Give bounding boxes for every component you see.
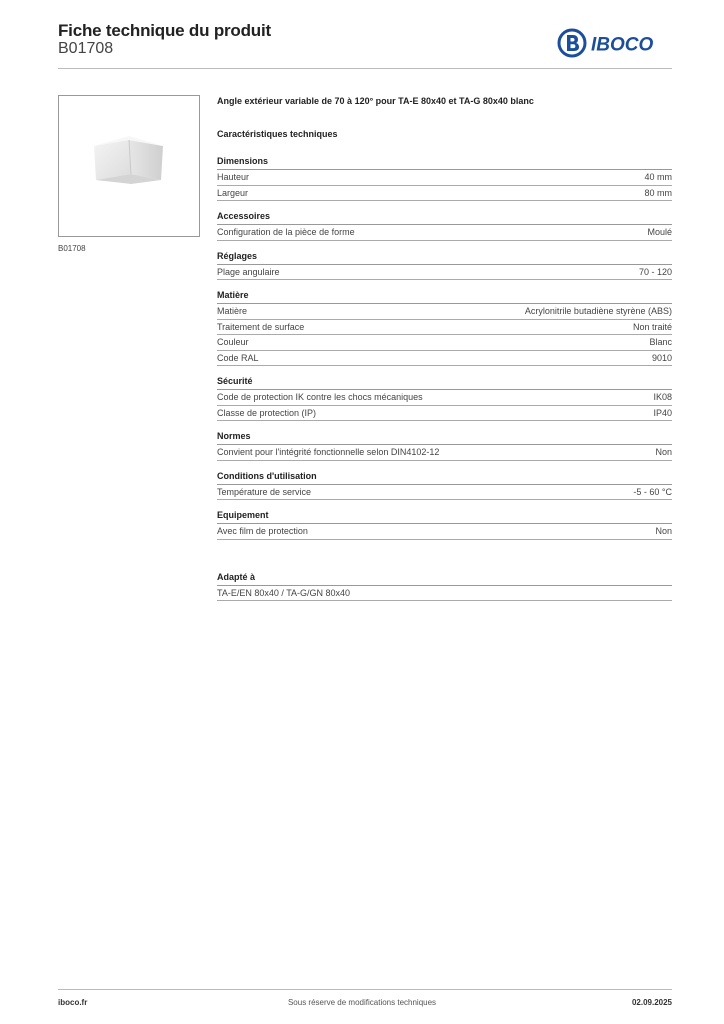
spec-section xyxy=(217,376,672,421)
spec-row xyxy=(217,170,672,186)
spec-label: Convient pour l'intégrité fonctionnelle selon DIN4102-12 xyxy=(217,447,440,457)
spec-value: Non xyxy=(655,526,672,536)
product-description: Angle extérieur variable de 70 à 120° pour TA-E 80x40 et TA-G 80x40 blanc xyxy=(217,96,534,106)
spec-section xyxy=(217,156,672,201)
section-title: Matière xyxy=(217,290,672,304)
spec-sections xyxy=(217,156,672,540)
spec-label: Couleur xyxy=(217,337,249,347)
spec-section xyxy=(217,471,672,501)
spec-row xyxy=(217,186,672,202)
spec-section xyxy=(217,431,672,461)
spec-value: 9010 xyxy=(651,352,672,363)
spec-row xyxy=(217,351,672,367)
spec-value: 40 mm xyxy=(644,172,672,182)
spec-label: Code RAL xyxy=(217,352,259,363)
section-title: Sécurité xyxy=(217,376,672,390)
spec-label: Classe de protection (IP) xyxy=(217,407,317,418)
spec-label: Hauteur xyxy=(217,172,250,182)
spec-label: Configuration de la pièce de forme xyxy=(217,227,355,237)
iboco-logo-icon xyxy=(557,28,674,58)
spec-row xyxy=(217,320,672,336)
footer-divider xyxy=(58,989,672,990)
spec-label: Température de service xyxy=(217,486,312,497)
section-title: Normes xyxy=(217,431,672,445)
spec-section xyxy=(217,211,672,241)
spec-row xyxy=(217,524,672,540)
section-title: Réglages xyxy=(217,251,672,265)
section-title: Dimensions xyxy=(217,156,672,170)
spec-section xyxy=(217,290,672,366)
iboco-logo xyxy=(557,28,674,58)
photo-caption: B01708 xyxy=(58,244,86,253)
spec-value: Acrylonitrile butadiène styrène (ABS) xyxy=(524,306,672,316)
specs-heading: Caractéristiques techniques xyxy=(217,129,338,139)
spec-value: -5 - 60 °C xyxy=(633,486,672,497)
spec-label: Largeur xyxy=(217,187,249,198)
spec-label: Code de protection IK contre les chocs mécaniques xyxy=(217,392,423,402)
section-title: Conditions d'utilisation xyxy=(217,471,672,485)
spec-value: Non traité xyxy=(632,321,672,332)
spec-label: Matière xyxy=(217,306,248,316)
spec-row xyxy=(217,406,672,422)
header-divider xyxy=(58,68,672,69)
section-title: Accessoires xyxy=(217,211,672,225)
adapted-title: Adapté à xyxy=(217,572,672,586)
spec-label: Avec film de protection xyxy=(217,526,308,536)
corner-piece-image xyxy=(59,96,199,236)
spec-section xyxy=(217,510,672,540)
spec-label: Plage angulaire xyxy=(217,266,280,277)
spec-row xyxy=(217,265,672,281)
spec-row xyxy=(217,445,672,461)
spec-row xyxy=(217,390,672,406)
spec-row xyxy=(217,485,672,501)
spec-value: Non xyxy=(655,447,672,457)
logo-wordmark: IBOCO xyxy=(591,34,654,56)
footer-date: 02.09.2025 xyxy=(631,998,672,1007)
adapted-value: TA-E/EN 80x40 / TA-G/GN 80x40 xyxy=(217,587,351,598)
product-reference: B01708 xyxy=(58,40,114,57)
spec-row xyxy=(217,304,672,320)
spec-content xyxy=(217,96,672,611)
adapted-section xyxy=(217,572,672,602)
spec-value: Moulé xyxy=(647,227,672,237)
spec-value: 80 mm xyxy=(644,187,672,198)
spec-label: Traitement de surface xyxy=(217,321,305,332)
adapted-row xyxy=(217,586,672,602)
spec-row xyxy=(217,335,672,351)
spec-section xyxy=(217,251,672,281)
product-photo xyxy=(58,95,200,237)
spec-row xyxy=(217,225,672,241)
footer-website: iboco.fr xyxy=(58,998,88,1007)
section-title: Equipement xyxy=(217,510,672,524)
footer-disclaimer: Sous réserve de modifications techniques xyxy=(287,998,437,1007)
spec-value: 70 - 120 xyxy=(638,266,672,277)
spec-value: Blanc xyxy=(649,337,672,347)
page-title: Fiche technique du produit xyxy=(58,21,271,40)
spec-value: IK08 xyxy=(653,392,672,402)
spec-value: IP40 xyxy=(653,407,672,418)
